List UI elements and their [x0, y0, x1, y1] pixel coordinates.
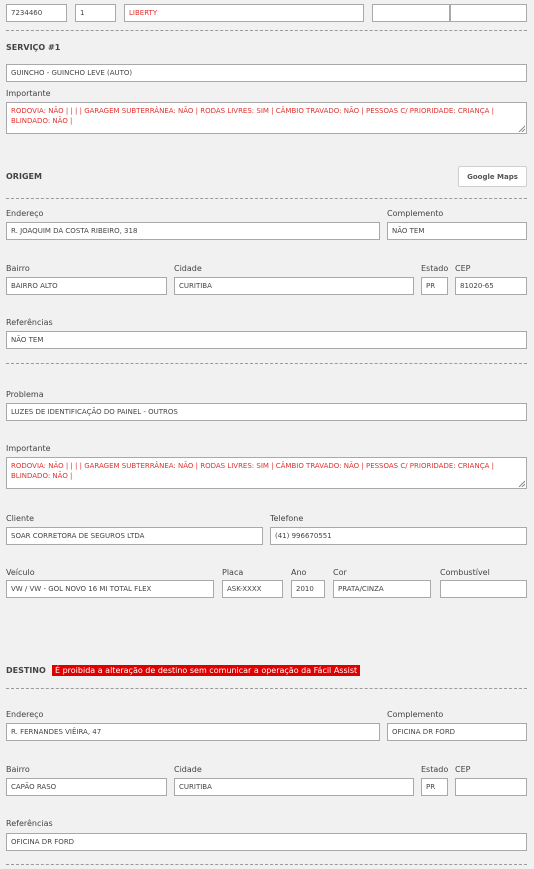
fuel-field[interactable] — [440, 580, 527, 598]
divider — [6, 864, 527, 865]
destination-state-label: Estado — [421, 765, 449, 774]
service-important-textarea[interactable] — [6, 102, 527, 134]
service-important-label: Importante — [6, 89, 51, 98]
origin-cep-field[interactable]: 81020-65 — [455, 277, 527, 295]
divider — [6, 30, 527, 31]
destination-cep-field[interactable] — [455, 778, 527, 796]
origin-state-field[interactable]: PR — [421, 277, 448, 295]
divider — [6, 688, 527, 689]
protocol-field[interactable]: 7234460 — [6, 4, 67, 22]
sequence-field[interactable]: 1 — [75, 4, 116, 22]
origin-references-field[interactable]: NÃO TEM — [6, 331, 527, 349]
destination-complement-label: Complemento — [387, 710, 444, 719]
client-label: Cliente — [6, 514, 35, 523]
destination-references-field[interactable]: OFICINA DR FORD — [6, 833, 527, 851]
origin-title: ORIGEM — [6, 172, 42, 181]
plate-label: Placa — [222, 568, 244, 577]
destination-district-label: Bairro — [6, 765, 30, 774]
details-important-text: RODOVIA: NÃO | | | | GARAGEM SUBTERRÂNEA: NÃO | RODAS LIVRES: SIM | CÂMBIO TRAVADO: NÃO | PESSOAS C/ PRIORIDADE: CRIANÇA | BLINDADO: NÃO | — [11, 462, 494, 480]
phone-field[interactable]: (41) 996670551 — [270, 527, 527, 545]
service-title: SERVIÇO #1 — [6, 43, 61, 52]
destination-city-label: Cidade — [174, 765, 202, 774]
origin-address-field[interactable]: R. JOAQUIM DA COSTA RIBEIRO, 318 — [6, 222, 380, 240]
destination-references-label: Referências — [6, 819, 53, 828]
origin-city-field[interactable]: CURITIBA — [174, 277, 414, 295]
destination-address-field[interactable]: R. FERNANDES VIÊIRA, 47 — [6, 723, 380, 741]
destination-warning-badge: É proibida a alteração de destino sem comunicar a operação da Fácil Assist — [52, 665, 360, 676]
top-field-5[interactable] — [450, 4, 527, 22]
resize-grip-icon[interactable] — [518, 125, 525, 132]
origin-address-label: Endereço — [6, 209, 44, 218]
vehicle-field[interactable]: VW / VW - GOL NOVO 16 MI TOTAL FLEX — [6, 580, 214, 598]
color-label: Cor — [333, 568, 347, 577]
google-maps-button[interactable]: Google Maps — [458, 166, 527, 187]
origin-city-label: Cidade — [174, 264, 202, 273]
origin-complement-label: Complemento — [387, 209, 444, 218]
year-field[interactable]: 2010 — [291, 580, 325, 598]
destination-address-label: Endereço — [6, 710, 44, 719]
fuel-label: Combustível — [440, 568, 490, 577]
top-field-4[interactable] — [372, 4, 450, 22]
service-important-text: RODOVIA: NÃO | | | | GARAGEM SUBTERRÂNEA: NÃO | RODAS LIVRES: SIM | CÂMBIO TRAVADO: NÃO | PESSOAS C/ PRIORIDADE: CRIANÇA | BLINDADO: NÃO | — [11, 107, 494, 125]
origin-state-label: Estado — [421, 264, 449, 273]
origin-district-field[interactable]: BAIRRO ALTO — [6, 277, 167, 295]
details-important-label: Importante — [6, 444, 51, 453]
problem-label: Problema — [6, 390, 44, 399]
vehicle-label: Veículo — [6, 568, 35, 577]
destination-district-field[interactable]: CAPÃO RASO — [6, 778, 167, 796]
problem-field[interactable]: LUZES DE IDENTIFICAÇÃO DO PAINEL - OUTROS — [6, 403, 527, 421]
destination-state-field[interactable]: PR — [421, 778, 448, 796]
destination-complement-field[interactable]: OFICINA DR FORD — [387, 723, 527, 741]
origin-district-label: Bairro — [6, 264, 30, 273]
plate-field[interactable]: ASK-XXXX — [222, 580, 283, 598]
insurer-field[interactable]: LIBERTY — [124, 4, 364, 22]
phone-label: Telefone — [270, 514, 304, 523]
details-important-textarea[interactable] — [6, 457, 527, 489]
client-field[interactable]: SOAR CORRETORA DE SEGUROS LTDA — [6, 527, 263, 545]
origin-complement-field[interactable]: NÃO TEM — [387, 222, 527, 240]
destination-city-field[interactable]: CURITIBA — [174, 778, 414, 796]
origin-references-label: Referências — [6, 318, 53, 327]
color-field[interactable]: PRATA/CINZA — [333, 580, 431, 598]
destination-cep-label: CEP — [455, 765, 471, 774]
year-label: Ano — [291, 568, 307, 577]
origin-cep-label: CEP — [455, 264, 471, 273]
service-type-field[interactable]: GUINCHO - GUINCHO LEVE (AUTO) — [6, 64, 527, 82]
divider — [6, 198, 527, 199]
divider — [6, 363, 527, 364]
destination-title: DESTINO — [6, 666, 46, 675]
resize-grip-icon[interactable] — [518, 480, 525, 487]
